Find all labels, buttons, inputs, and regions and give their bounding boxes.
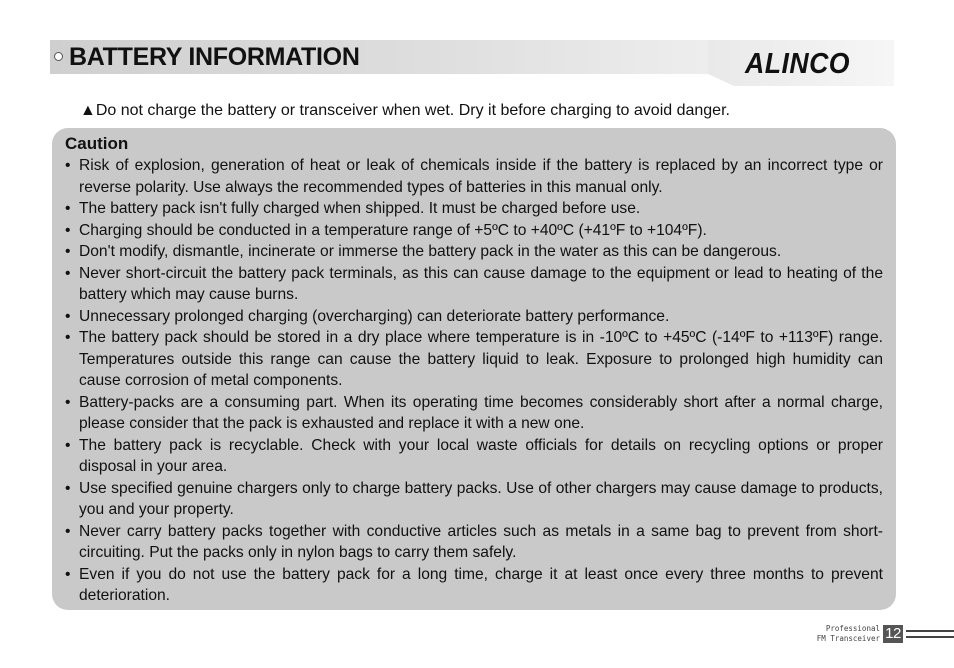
footer-product-label <box>810 624 880 644</box>
footer-line-2: FM Transceiver <box>816 634 880 643</box>
caution-item: • Never carry battery packs together with conductive articles such as metals in a same bag to prevent from short-circuiting. Put the packs only in nylon bags to carry them safely. <box>65 522 883 561</box>
caution-item: • Charging should be conducted in a temperature range of +5ºC to +40ºC (+41ºF to +104ºF). <box>65 220 883 242</box>
caution-item: • Unnecessary prolonged charging (overcharging) can deteriorate battery performance. <box>65 306 883 328</box>
caution-item: • The battery pack is recyclable. Check with your local waste officials for details on recycling options or proper disposal in your area. <box>65 436 883 475</box>
bullet-icon: • <box>65 393 71 411</box>
caution-item: • Use specified genuine chargers only to charge battery packs. Use of other chargers may cause damage to products, you and your property. <box>65 479 883 518</box>
warning-text: Do not charge the battery or transceiver when wet. Dry it before charging to avoid danger. <box>95 102 730 119</box>
bullet-icon: • <box>65 565 71 583</box>
title-bullet-icon <box>54 52 63 61</box>
brand-logo: ALINCO <box>745 48 851 80</box>
warning-note <box>80 101 730 121</box>
warning-triangle-icon: ▲ <box>80 102 96 119</box>
bullet-icon: • <box>65 221 71 239</box>
bullet-icon: • <box>65 157 71 174</box>
footer-rule <box>906 630 954 632</box>
bullet-icon: • <box>65 522 71 540</box>
caution-item: • The battery pack should be stored in a dry place where temperature is in -10ºC to +45ºC (-14ºF to +113ºF) range. Temperatures outside this range can cause the battery liquid to leak. Exposure to prolonged high humidity can cause corrosion of metal components. <box>65 329 883 389</box>
footer-rule <box>906 636 954 638</box>
footer-line-1: Professional <box>825 624 880 633</box>
caution-item: • The battery pack isn't fully charged when shipped. It must be charged before use. <box>65 198 883 220</box>
caution-heading: Caution <box>65 134 129 153</box>
bullet-icon: • <box>65 436 71 454</box>
caution-item: • Even if you do not use the battery pack for a long time, charge it at least once every three months to prevent deterioration. <box>65 565 883 604</box>
caution-item: • Risk of explosion, generation of heat or leak of chemicals inside if the battery is replaced by an incorrect type or reverse polarity. Use always the recommended types of batteries in this manual only. <box>65 157 883 196</box>
caution-box <box>52 128 896 610</box>
caution-list <box>65 155 883 607</box>
page-title: BATTERY INFORMATION <box>69 43 360 71</box>
caution-item: • Battery-packs are a consuming part. When its operating time becomes considerably short after a normal charge, please consider that the pack is exhausted and replace it with a new one. <box>65 393 883 432</box>
bullet-icon: • <box>65 329 71 346</box>
bullet-icon: • <box>65 200 71 217</box>
caution-item: • Don't modify, dismantle, incinerate or immerse the battery pack in the water as this can be dangerous. <box>65 241 883 263</box>
bullet-icon: • <box>65 307 71 325</box>
page-number: 12 <box>883 625 903 643</box>
bullet-icon: • <box>65 243 71 260</box>
caution-item: • Never short-circuit the battery pack terminals, as this can cause damage to the equipment or lead to heating of the battery which may cause burns. <box>65 264 883 303</box>
bullet-icon: • <box>65 479 71 497</box>
bullet-icon: • <box>65 264 71 282</box>
